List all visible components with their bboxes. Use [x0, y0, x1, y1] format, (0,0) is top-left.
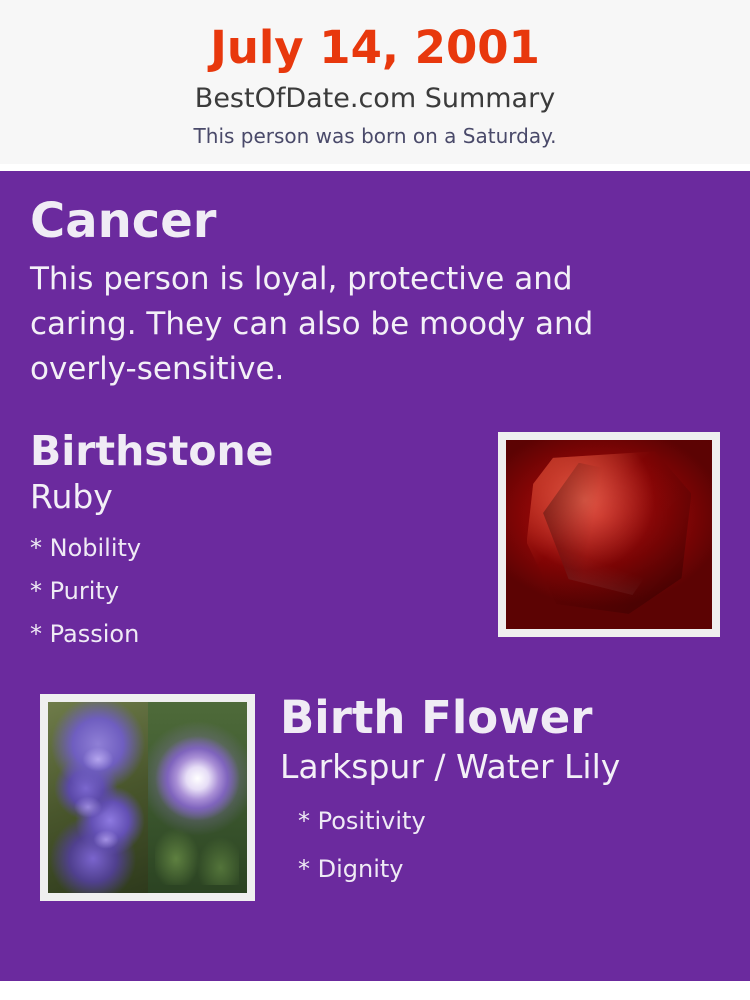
- header-divider: [0, 164, 750, 171]
- birthstone-image-frame: [498, 432, 720, 637]
- birthstone-name: Ruby: [30, 477, 113, 517]
- summary-panel: [0, 171, 750, 981]
- ruby-gemstone-photo: [506, 440, 712, 629]
- zodiac-description: This person is loyal, protective and caring. They can also be moody and overly-sensitive.: [30, 261, 594, 388]
- water-lily-photo-half: [148, 702, 248, 893]
- larkspur-water-lily-photo: [48, 702, 247, 893]
- birth-flower-trait: * Positivity: [298, 806, 426, 835]
- birth-flower-image-frame: [40, 694, 255, 901]
- born-day-text: This person was born on a Saturday.: [193, 124, 557, 149]
- birth-flower-name: Larkspur / Water Lily: [280, 747, 621, 787]
- birthstone-title: Birthstone: [30, 427, 274, 476]
- birthstone-section: [30, 427, 720, 660]
- birthstone-trait: * Passion: [30, 619, 140, 648]
- zodiac-sign-name: Cancer: [30, 193, 217, 250]
- birth-flower-trait: * Dignity: [298, 854, 404, 883]
- page-title: July 14, 2001: [210, 21, 540, 74]
- birth-flower-section: [30, 691, 720, 904]
- larkspur-photo-half: [48, 702, 148, 893]
- birthstone-text: [30, 427, 470, 648]
- birth-flower-text: [280, 691, 720, 883]
- birthstone-trait: * Purity: [30, 576, 120, 605]
- header: [0, 0, 750, 164]
- site-summary: BestOfDate.com Summary: [194, 83, 556, 115]
- birth-flower-title: Birth Flower: [280, 691, 593, 745]
- birthstone-trait: * Nobility: [30, 533, 142, 562]
